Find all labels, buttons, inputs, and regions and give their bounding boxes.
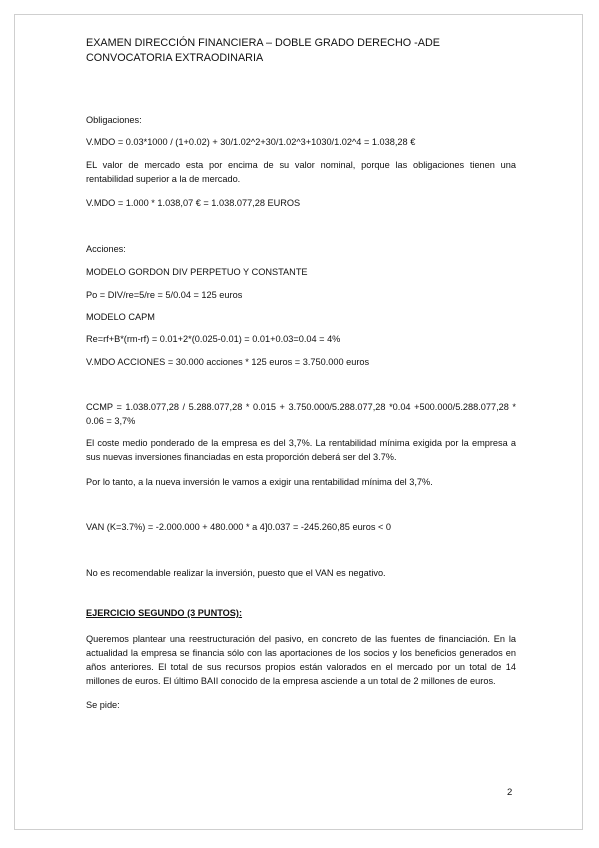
ccmp-explanation: El coste medio ponderado de la empresa es del 3,7%. La rentabilidad mínima exigida por la empresa a sus nuevas inversiones financiadas en esta proporción deberá ser del 3.7%. — [86, 438, 516, 462]
gordon-title: MODELO GORDON DIV PERPETUO Y CONSTANTE — [86, 267, 308, 277]
gordon-formula: Po = DIV/re=5/re = 5/0.04 = 125 euros — [86, 290, 243, 300]
van-conclusion: No es recomendable realizar la inversión, puesto que el VAN es negativo. — [86, 568, 386, 578]
capm-formula: Re=rf+B*(rm-rf) = 0.01+2*(0.025-0.01) = 0.01+0.03=0.04 = 4% — [86, 334, 341, 344]
ccmp-formula: CCMP = 1.038.077,28 / 5.288.077,28 * 0.015 + 3.750.000/5.288.077,28 *0.04 +500.000/5.288.077,28 * 0.06 = 3,7% — [86, 402, 516, 426]
van-formula: VAN (K=3.7%) = -2.000.000 + 480.000 * a 4]0.037 = -245.260,85 euros < 0 — [86, 522, 392, 532]
obligaciones-explanation: EL valor de mercado esta por encima de su valor nominal, porque las obligaciones tienen una rentabilidad superior a la de mercado. — [86, 160, 516, 184]
ejercicio-segundo-body: Queremos plantear una reestructuración del pasivo, en concreto de las fuentes de financiación. En la actualidad la empresa se financia sólo con las aportaciones de los socios y los beneficios generados en años anteriores. El total de sus recursos propios están valorados en el mercado por un total de 14 millones de euros. El último BAII conocido de la empresa asciende a un total de 2 millones de euros. — [86, 634, 516, 686]
document-header — [86, 36, 526, 66]
acciones-total: V.MDO ACCIONES = 30.000 acciones * 125 euros = 3.750.000 euros — [86, 357, 370, 367]
acciones-title: Acciones: — [86, 244, 126, 254]
capm-title: MODELO CAPM — [86, 312, 155, 322]
ejercicio-segundo-title: EJERCICIO SEGUNDO (3 PUNTOS): — [86, 608, 243, 618]
obligaciones-formula: V.MDO = 0.03*1000 / (1+0.02) + 30/1.02^2+30/1.02^3+1030/1.02^4 = 1.038,28 € — [86, 137, 416, 147]
ccmp-conclusion: Por lo tanto, a la nueva inversión le vamos a exigir una rentabilidad mínima del 3,7%. — [86, 477, 433, 487]
header-line-1: EXAMEN DIRECCIÓN FINANCIERA – DOBLE GRADO DERECHO -ADE — [86, 37, 440, 49]
obligaciones-total: V.MDO = 1.000 * 1.038,07 € = 1.038.077,28 EUROS — [86, 198, 301, 208]
obligaciones-title: Obligaciones: — [86, 115, 142, 125]
se-pide: Se pide: — [86, 700, 120, 710]
header-line-2: CONVOCATORIA EXTRAODINARIA — [86, 52, 264, 64]
page-number: 2 — [507, 787, 513, 798]
